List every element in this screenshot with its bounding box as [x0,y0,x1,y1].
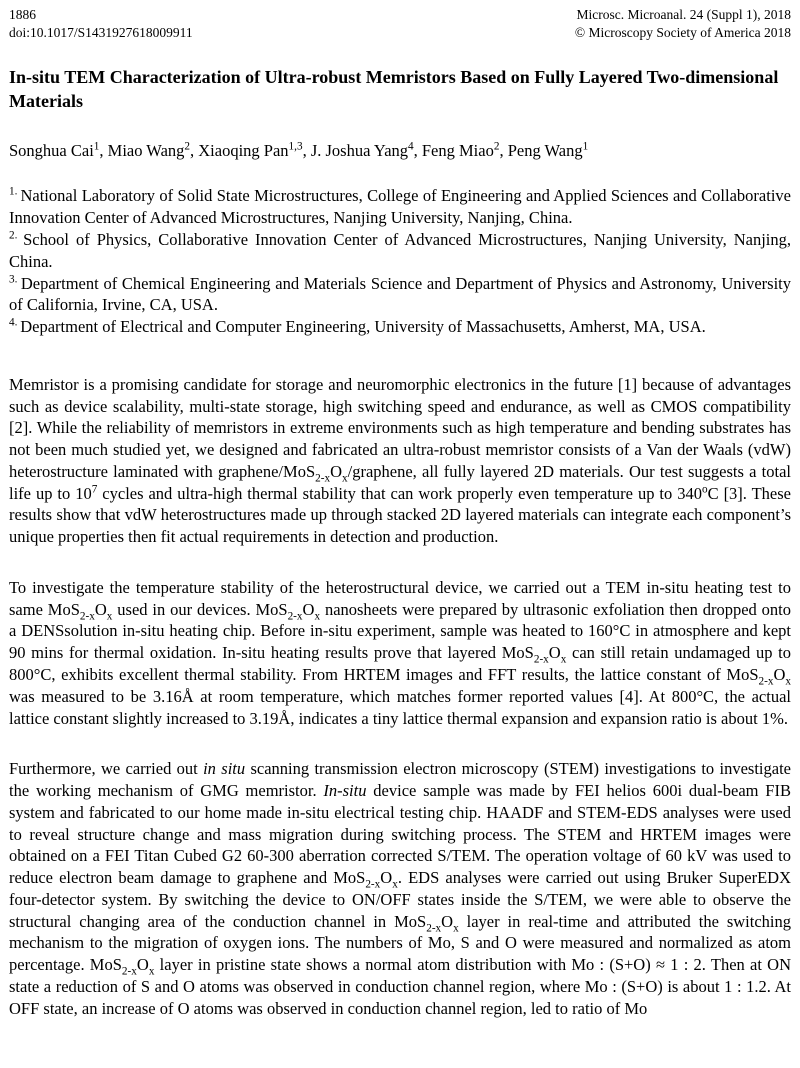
affiliations-block [9,185,791,337]
affiliation-4: $^{4.}$ Department of Electrical and Computer Engineering, University of Massachusetts, Amherst, MA, USA. [9,316,706,337]
header-right [575,6,791,41]
authors-line: Songhua Cai$^1$, Miao Wang$^2$, Xiaoqing Pan$^{1,3}$, J. Joshua Yang$^4$, Feng Miao$^2$, Peng Wang$^1$ [9,140,589,160]
paragraph-1: Memristor is a promising candidate for storage and neuromorphic electronics in the future [1] because of advantages such as device scalability, multi-state storage, high switching speed and endurance, as well as CMOS compatibility [2]. While the reliability of memristors in extreme environments such as high temperature and bending substrates has not been much studied yet, we designed and fabricated an ultra-robust memristor consists of a Van der Waals (vdW) heterostructure laminated with graphene/$MoS_{2-x}O_x$/graphene, all fully layered 2D materials. Our test suggests a total life up to $10^7$ cycles and ultra-high thermal stability that can work properly even temperature up to 340$^o$C [3]. These results show that vdW heterostructures made up through stacked 2D layered materials can integrate each component’s unique properties then fit actual requirements in detection and production. [9,374,791,547]
affiliation-3: $^{3.}$ Department of Chemical Engineering and Materials Science and Department of Physics and Astronomy, University of California, Irvine, CA, USA. [9,273,792,315]
doi: doi:10.1017/S1431927618009911 [9,24,193,40]
journal-citation: Microsc. Microanal. 24 (Suppl 1), 2018 [576,7,791,22]
affiliation-2: $^{2.}$ School of Physics, Collaborative Innovation Center of Advanced Microstructures, Nanjing University, Nanjing, China. [9,229,792,271]
page-header [9,6,791,41]
header-left [9,6,193,41]
paragraph-3: Furthermore, we carried out in situ scanning transmission electron microscopy (STEM) investigations to investigate the working mechanism of GMG memristor. In-situ device sample was made by FEI helios 600i dual-beam FIB system and fabricated to our home made in-situ electrical testing chip. HAADF and STEM-EDS analyses were used to reveal structure change and mass migration during switching process. The STEM and HRTEM images were obtained on a FEI Titan Cubed G2 60-300 aberration corrected S/TEM. The operation voltage of 60 kV was used to reduce electron beam damage to graphene and $MoS_{2-x}O_x$. EDS analyses were carried out using Bruker SuperEDX four-detector system. By switching the device to ON/OFF states inside the S/TEM, we were able to observe the structural changing area of the conduction channel in $MoS_{2-x}O_x$ layer in real-time and attributed the switching mechanism to the migration of oxygen ions. The numbers of Mo, S and O were measured and normalized as atom percentage. $MoS_{2-x}O_x$ layer in pristine state shows a normal atom distribution with Mo : (S+O) ≈ 1 : 2. Then at ON state a reduction of S and O atoms was observed in conduction channel region, where Mo : (S+O) is about 1 : 1.2. At OFF state, an increase of O atoms was observed in conduction channel region, led to ratio of Mo [9,759,792,1018]
affiliation-1: $^{1.}$ National Laboratory of Solid State Microstructures, College of Engineering and Applied Sciences and Collaborative Innovation Center of Advanced Microstructures, Nanjing University, Nanjing, China. [9,185,791,228]
page-number: 1886 [9,7,36,22]
copyright-notice: © Microscopy Society of America 2018 [574,24,791,40]
paragraph-2: To investigate the temperature stability of the heterostructural device, we carried out a TEM in-situ heating test to same $MoS_{2-x}O_x$ used in our devices. $MoS_{2-x}O_x$ nanosheets were prepared by ultrasonic exfoliation then dropped onto a DENSsolution in-situ heating chip. Before in-situ experiment, sample was heated to 160°C in atmosphere and kept 90 mins for thermal oxidation. In-situ heating results prove that layered $MoS_{2-x}O_x$ can still retain undamaged up to 800°C, exhibits excellent thermal stability. From HRTEM images and FFT results, the lattice constant of $MoS_{2-x}O_x$ was measured to be 3.16Å at room temperature, which matches former reported values [4]. At 800°C, the actual lattice constant slightly increased to 3.19Å, indicates a tiny lattice thermal expansion and expansion ratio is about 1%. [9,577,792,728]
abstract-body [9,374,791,1020]
paper-title: In-situ TEM Characterization of Ultra-robust Memristors Based on Fully Layered Two-dimensional Materials [9,67,779,112]
